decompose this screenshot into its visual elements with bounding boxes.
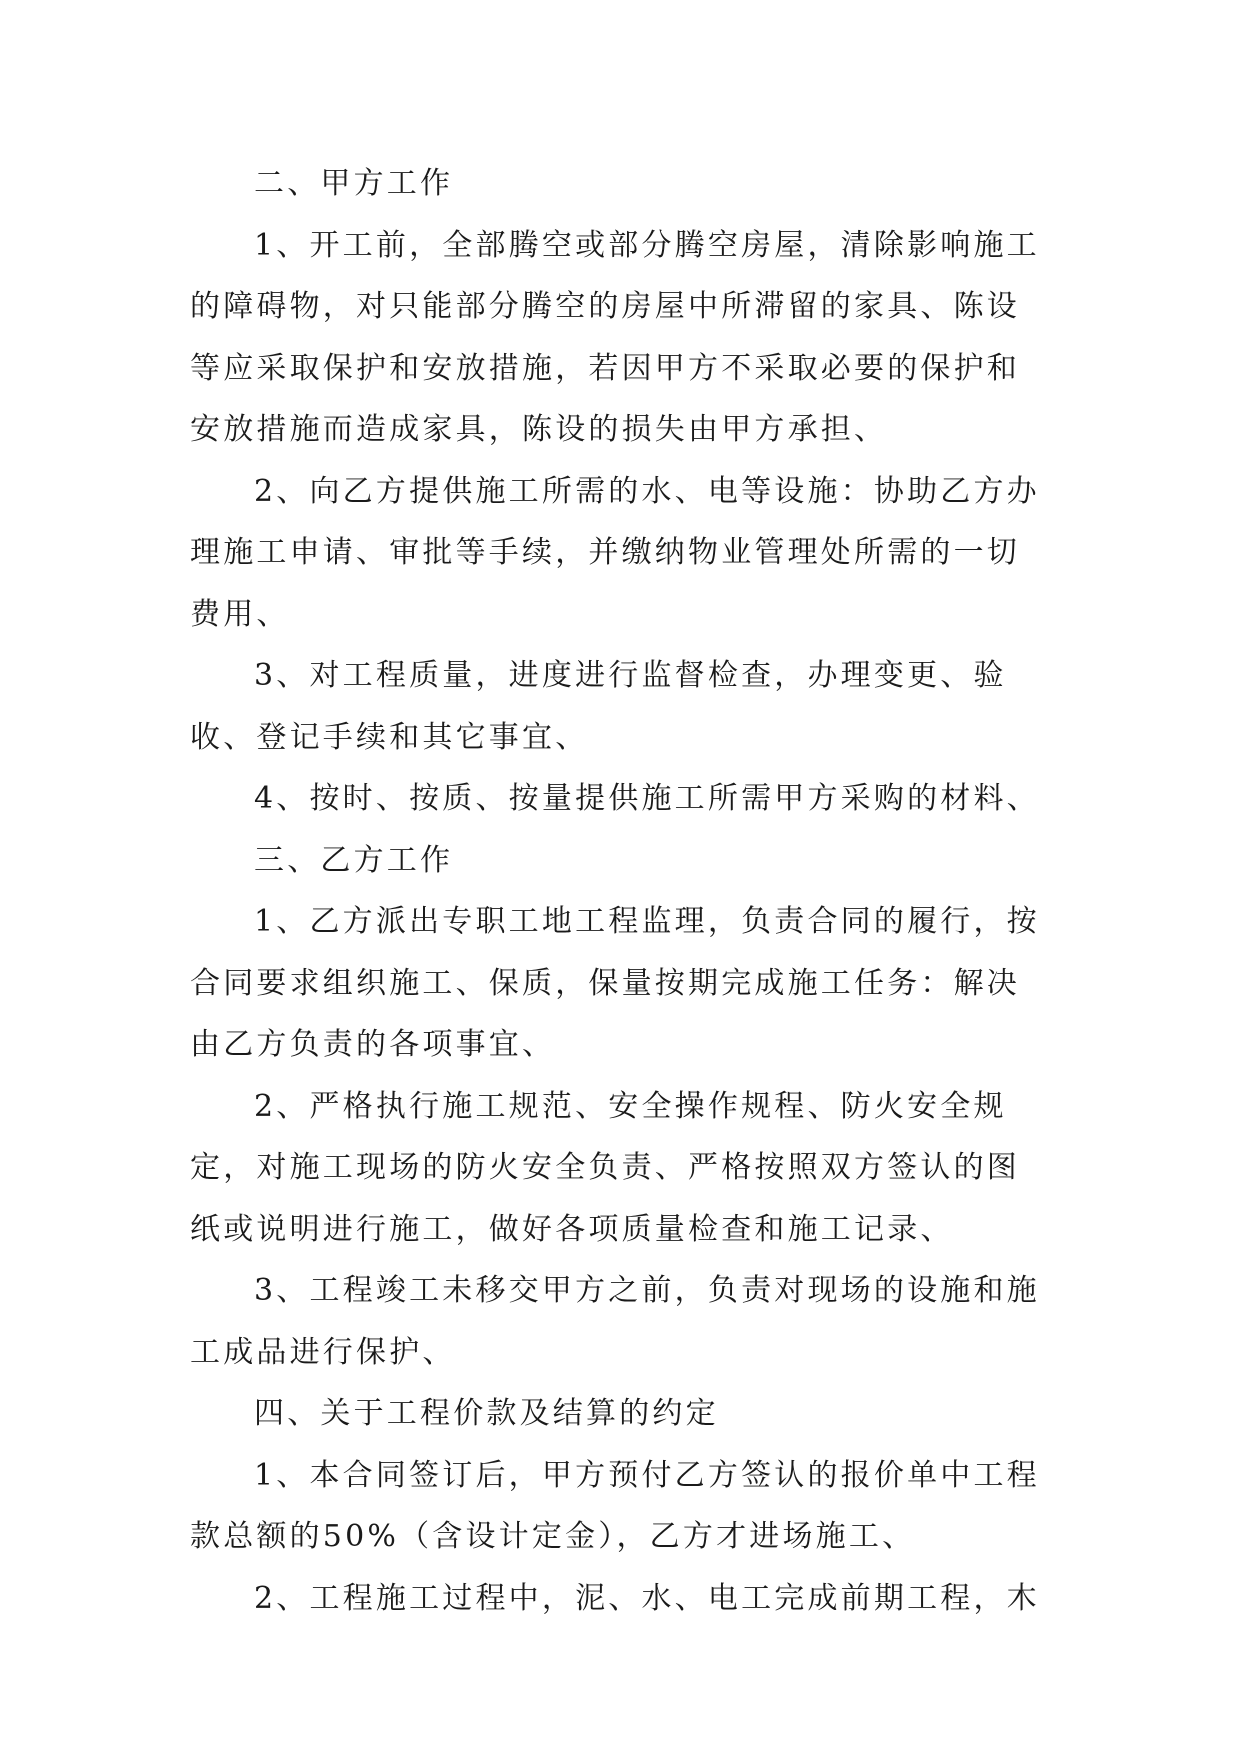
document-body [190, 153, 1050, 1629]
paragraph: 1、本合同签订后，甲方预付乙方签认的报价单中工程款总额的50%（含设计定金），乙方才进场施工、 [190, 1457, 1040, 1554]
paragraph: 1、乙方派出专职工地工程监理，负责合同的履行，按合同要求组织施工、保质，保量按期完成施工任务：解决由乙方负责的各项事宜、 [190, 904, 1040, 1062]
paragraph: 3、工程竣工未移交甲方之前，负责对现场的设施和施工成品进行保护、 [190, 1273, 1040, 1370]
paragraph: 2、向乙方提供施工所需的水、电等设施：协助乙方办理施工申请、审批等手续，并缴纳物业管理处所需的一切费用、 [190, 473, 1040, 632]
paragraph: 2、工程施工过程中，泥、水、电工完成前期工程，木 [254, 1580, 1040, 1616]
section-heading-party-b-work: 三、乙方工作 [254, 842, 454, 878]
section-heading-party-a-work: 二、甲方工作 [254, 166, 454, 201]
paragraph: 4、按时、按质、按量提供施工所需甲方采购的材料、 [254, 781, 1040, 816]
paragraph: 3、对工程质量，进度进行监督检查，办理变更、验收、登记手续和其它事宜、 [190, 658, 1007, 755]
section-heading-price-settlement: 四、关于工程价款及结算的约定 [254, 1396, 719, 1431]
paragraph: 1、开工前，全部腾空或部分腾空房屋，清除影响施工的障碍物，对只能部分腾空的房屋中所滞留的家具、陈设等应采取保护和安放措施，若因甲方不采取必要的保护和安放措施而造成家具，陈设的损失由甲方承担、 [190, 227, 1040, 447]
paragraph: 2、严格执行施工规范、安全操作规程、防火安全规定，对施工现场的防火安全负责、严格按照双方签认的图纸或说明进行施工，做好各项质量检查和施工记录、 [190, 1088, 1020, 1247]
